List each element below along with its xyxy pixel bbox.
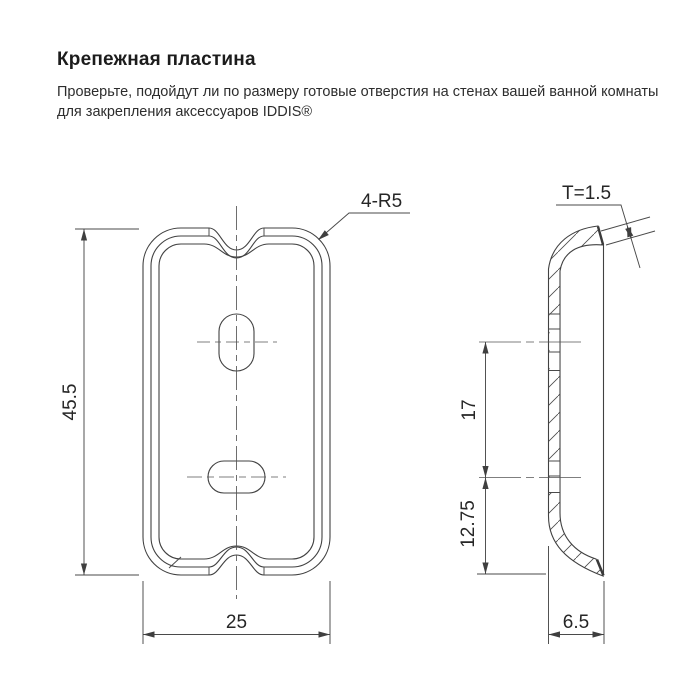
dim-arrow: [319, 631, 331, 637]
subtitle-line-2: для закрепления аксессуаров IDDIS®: [57, 104, 313, 120]
dim-arrow: [81, 564, 87, 576]
section-profile: [549, 226, 604, 576]
dim-arrow: [593, 631, 605, 637]
page-title: Крепежная пластина: [57, 49, 256, 70]
dim-arrow: [482, 563, 488, 575]
depth-dimension-label: 6.5: [562, 612, 590, 633]
dimension-width: [143, 581, 330, 644]
dimension-height-lines: [75, 229, 139, 575]
side-view: [458, 183, 655, 644]
dim-arrow: [482, 478, 488, 490]
radius-leader-line: [319, 213, 410, 239]
lower-slot-section-gap: [550, 462, 560, 493]
dim-arrow: [143, 631, 155, 637]
dimension-hole-spacing: [458, 342, 489, 574]
thickness-label: T=1.5: [562, 183, 612, 204]
height-dimension-label: 45.5: [60, 383, 81, 421]
width-dimension-label: 25: [225, 612, 248, 633]
dim-arrow: [482, 342, 488, 354]
notch-edge-ticks: [169, 228, 264, 575]
hole-spacing-label: 17: [459, 399, 480, 421]
dimension-thickness: [556, 183, 655, 268]
dimension-height: [60, 229, 139, 575]
dim-arrow: [81, 229, 87, 241]
bottom-offset-label: 12.75: [458, 500, 479, 548]
corner-radius-callout: [316, 191, 410, 242]
dim-arrow: [482, 466, 488, 478]
corner-radius-label: 4-R5: [361, 191, 403, 212]
front-view: [60, 191, 410, 644]
subtitle-line-1: Проверьте, подойдут ли по размеру готовые отверстия на стенах вашей ванной комнаты: [57, 84, 659, 100]
dim-arrow: [549, 631, 561, 637]
